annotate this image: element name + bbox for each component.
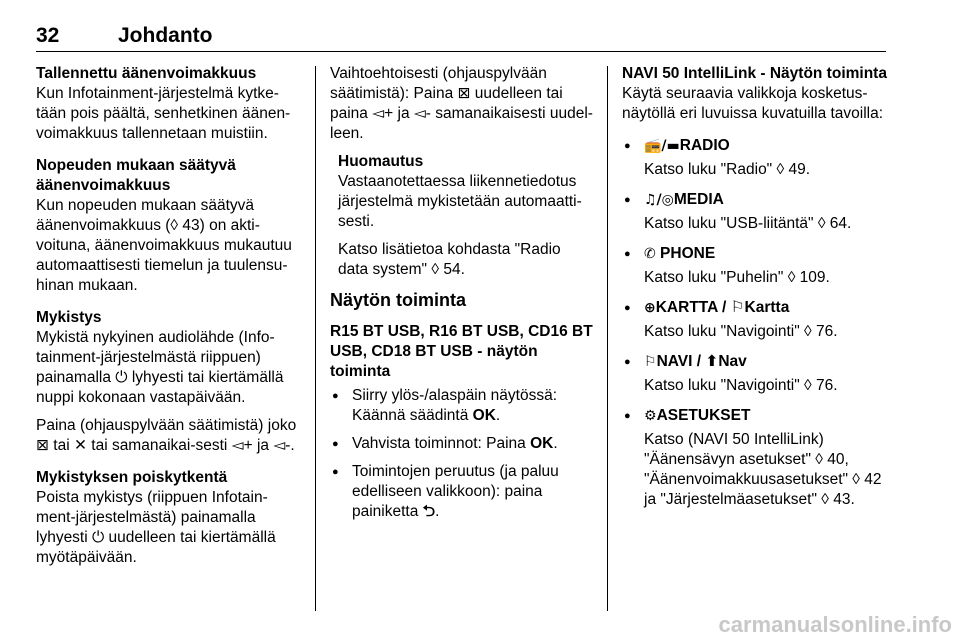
column-1 xyxy=(36,64,306,580)
paragraph: Vaihtoehtoisesti (ohjauspylvään säätimistä): Paina ⊠ uudelleen tai paina ◅+ ja ◅- samanaikaisesti uudel-leen. xyxy=(330,65,593,142)
note-body: Vastaanotettaessa liikennetiedotus järjestelmä mykistetään automaatti-sesti. xyxy=(338,173,582,230)
section-body: Poista mykistys (riippuen Infotain-ment-järjestelmästä) painamalla lyhyesti ⏻ uudelleen tai kiertämällä myötäpäivään. xyxy=(36,489,276,566)
list-item: ● Vahvista toiminnot: Paina OK. xyxy=(330,434,595,454)
watermark: carmanualsonline.info xyxy=(718,612,952,637)
map-icon: ⊕ xyxy=(644,300,656,316)
column-divider xyxy=(315,66,316,611)
menu-list xyxy=(622,136,897,510)
section-title: Mykistyksen poiskytkentä xyxy=(36,469,228,486)
list-item: ● 📻/▬RADIO Katso luku "Radio" ◊ 49. xyxy=(622,136,897,180)
section-body: Paina (ohjauspylvään säätimistä) joko ⊠ tai ✕ tai samanaikai-sesti ◅+ ja ◅-. xyxy=(36,417,297,454)
section-body: Mykistä nykyinen audiolähde (Info-tainment-järjestelmästä riippuen) painamalla ⏻ lyhyesti tai kiertämällä nuppi kokonaan vastapäivään. xyxy=(36,329,284,406)
section-mute xyxy=(36,308,306,456)
list-item: ● Toimintojen peruutus (ja paluu edelliseen valikkoon): paina painiketta ⮌. xyxy=(330,462,595,522)
section-title: Mykistys xyxy=(36,309,102,326)
list-item: ● ♫/◎MEDIA Katso luku "USB-liitäntä" ◊ 64. xyxy=(622,190,897,234)
column-divider xyxy=(607,66,608,611)
chapter-title: Johdanto xyxy=(118,24,213,47)
section-title: Tallennettu äänenvoimakkuus xyxy=(36,65,257,82)
section-title: NAVI 50 IntelliLink - Näytön toiminta xyxy=(622,65,887,82)
radio-icon: 📻/▬ xyxy=(644,138,680,154)
note-body: Katso lisätietoa kohdasta "Radio data system" ◊ 54. xyxy=(338,241,561,278)
nav-flag-icon: ⚐ xyxy=(644,354,657,370)
section-title: Nopeuden mukaan säätyvä äänenvoimakkuus xyxy=(36,157,236,194)
phone-icon: ✆ xyxy=(644,246,656,262)
section-body: Kun Infotainment-järjestelmä kytke-tään pois päältä, senhetkinen äänen-voimakkuus tallennetaan muistiin. xyxy=(36,85,291,142)
section-unmute xyxy=(36,468,306,568)
list-item: ● ⚐NAVI / ⬆Nav Katso luku "Navigointi" ◊ 76. xyxy=(622,352,897,396)
note-box xyxy=(338,152,595,280)
note-title: Huomautus xyxy=(338,153,424,170)
section-heading: Näytön toiminta xyxy=(330,290,467,310)
section-intro: Käytä seuraavia valikkoja kosketus-näytöllä eri luvuissa kuvatuilla tavoilla: xyxy=(622,85,884,122)
bullet-list xyxy=(330,386,595,522)
section-body: Kun nopeuden mukaan säätyvä äänenvoimakkuus (◊ 43) on akti-voituna, äänenvoimakkuus mukautuu automaattisesti tiemelun ja tuulensu-hinan mukaan. xyxy=(36,197,292,294)
section-speed-volume xyxy=(36,156,306,296)
media-icon: ♫/◎ xyxy=(644,192,674,208)
page-header xyxy=(36,24,886,52)
list-item: ● ⚙ASETUKSET Katso (NAVI 50 IntelliLink) "Äänensävyn asetukset" ◊ 40, "Äänenvoimakkuusasetukset" ◊ 42 ja "Järjestelmäasetukset" ◊ 43. xyxy=(622,406,897,510)
list-item: ● Siirry ylös-/alaspäin näytössä: Käännä säädintä OK. xyxy=(330,386,595,426)
section-saved-volume xyxy=(36,64,306,144)
column-2 xyxy=(330,64,595,530)
list-item: ● ✆ PHONE Katso luku "Puhelin" ◊ 109. xyxy=(622,244,897,288)
page-number: 32 xyxy=(36,24,60,47)
column-3 xyxy=(622,64,897,520)
list-item: ● ⊕KARTTA / ⚐Kartta Katso luku "Navigointi" ◊ 76. xyxy=(622,298,897,342)
gear-icon: ⚙ xyxy=(644,408,657,424)
subsection-title: R15 BT USB, R16 BT USB, CD16 BT USB, CD18 BT USB - näytön toiminta xyxy=(330,323,593,380)
back-icon: ⮌ xyxy=(422,503,436,520)
